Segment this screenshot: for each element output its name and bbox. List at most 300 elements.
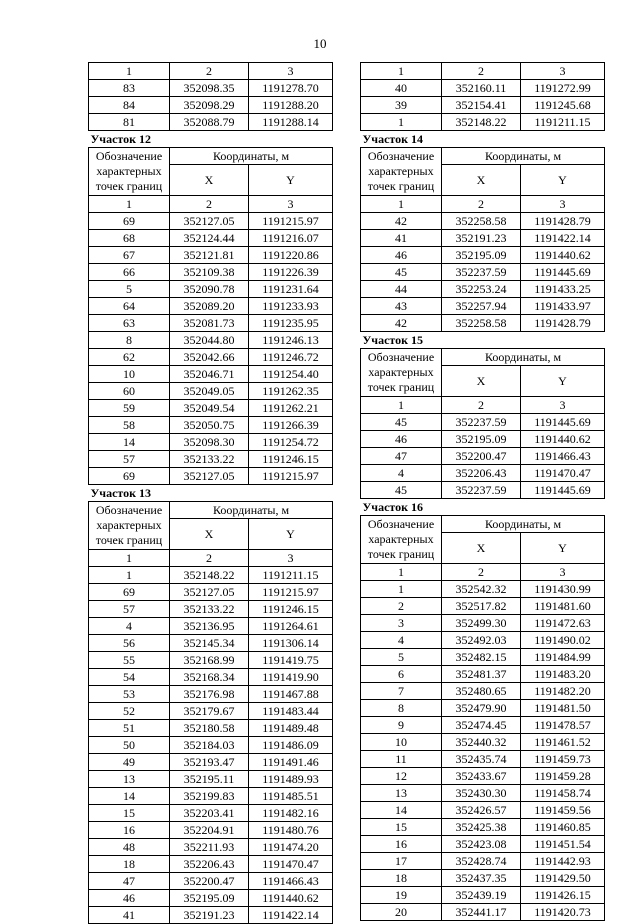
- column-number-cell: 2: [442, 63, 521, 80]
- x-coordinate-cell: 352237.59: [442, 414, 521, 431]
- y-coordinate-cell: 1191491.46: [249, 754, 333, 771]
- y-coordinate-cell: 1191429.50: [521, 870, 605, 887]
- table-row: [361, 414, 605, 431]
- point-id-cell: 69: [89, 468, 170, 485]
- column-number-row: [361, 397, 605, 414]
- y-coordinate-cell: 1191233.93: [249, 298, 333, 315]
- point-id-cell: 1: [89, 567, 170, 584]
- table-row: [361, 448, 605, 465]
- x-coordinate-cell: 352049.05: [170, 383, 249, 400]
- x-coordinate-cell: 352437.35: [442, 870, 521, 887]
- column-number-cell: 2: [170, 196, 249, 213]
- point-id-cell: 4: [361, 632, 442, 649]
- point-id-cell: 45: [361, 414, 442, 431]
- y-coordinate-cell: 1191278.70: [249, 80, 333, 97]
- column-number-cell: 3: [521, 63, 605, 80]
- y-coordinate-cell: 1191467.88: [249, 686, 333, 703]
- point-id-cell: 6: [361, 666, 442, 683]
- x-coordinate-cell: 352088.79: [170, 114, 249, 131]
- y-coordinate-cell: 1191262.35: [249, 383, 333, 400]
- x-coordinate-cell: 352042.66: [170, 349, 249, 366]
- table-row: [89, 805, 333, 822]
- y-coordinate-cell: 1191433.25: [521, 281, 605, 298]
- table-row: [361, 836, 605, 853]
- y-coordinate-cell: 1191458.74: [521, 785, 605, 802]
- point-id-cell: 47: [361, 448, 442, 465]
- point-id-cell: 1: [361, 581, 442, 598]
- point-id-cell: 46: [89, 890, 170, 907]
- x-coordinate-cell: 352433.67: [442, 768, 521, 785]
- y-coordinate-cell: 1191480.76: [249, 822, 333, 839]
- y-coordinate-cell: 1191428.79: [521, 315, 605, 332]
- y-coordinate-cell: 1191245.68: [521, 97, 605, 114]
- table-row: [89, 635, 333, 652]
- point-id-cell: 46: [361, 247, 442, 264]
- point-id-cell: 43: [361, 298, 442, 315]
- column-number-cell: 1: [361, 196, 442, 213]
- x-coordinate-cell: 352479.90: [442, 700, 521, 717]
- left-column: [88, 62, 333, 924]
- column-number-cell: 3: [521, 397, 605, 414]
- y-coordinate-cell: 1191478.57: [521, 717, 605, 734]
- x-coordinate-cell: 352195.09: [170, 890, 249, 907]
- y-coordinate-cell: 1191481.50: [521, 700, 605, 717]
- y-coordinate-cell: 1191486.09: [249, 737, 333, 754]
- y-header: Y: [521, 165, 605, 196]
- x-coordinate-cell: 352136.95: [170, 618, 249, 635]
- table-row: [89, 567, 333, 584]
- designation-header: Обозначение характерных точек границ: [361, 516, 442, 564]
- point-id-cell: 13: [89, 771, 170, 788]
- point-id-cell: 45: [361, 482, 442, 499]
- x-coordinate-cell: 352211.93: [170, 839, 249, 856]
- column-number-row: [361, 196, 605, 213]
- table-row: [89, 703, 333, 720]
- section-title-row: [89, 485, 333, 502]
- point-id-cell: 1: [361, 114, 442, 131]
- point-id-cell: 69: [89, 584, 170, 601]
- point-id-cell: 15: [361, 819, 442, 836]
- x-coordinate-cell: 352492.03: [442, 632, 521, 649]
- coordinates-header: Координаты, м: [170, 502, 333, 519]
- y-coordinate-cell: 1191211.15: [521, 114, 605, 131]
- y-header: Y: [521, 366, 605, 397]
- x-coordinate-cell: 352480.65: [442, 683, 521, 700]
- table-row: [89, 383, 333, 400]
- y-coordinate-cell: 1191474.20: [249, 839, 333, 856]
- header-row: [89, 148, 333, 165]
- x-coordinate-cell: 352176.98: [170, 686, 249, 703]
- y-coordinate-cell: 1191246.72: [249, 349, 333, 366]
- column-number-cell: 3: [249, 550, 333, 567]
- table-row: [89, 873, 333, 890]
- y-coordinate-cell: 1191485.51: [249, 788, 333, 805]
- table-row: [361, 431, 605, 448]
- y-coordinate-cell: 1191426.15: [521, 887, 605, 904]
- point-id-cell: 63: [89, 315, 170, 332]
- x-coordinate-cell: 352204.91: [170, 822, 249, 839]
- table-row: [89, 822, 333, 839]
- y-coordinate-cell: 1191419.90: [249, 669, 333, 686]
- coordinates-header: Координаты, м: [442, 148, 605, 165]
- table-row: [89, 434, 333, 451]
- table-row: [89, 366, 333, 383]
- y-coordinate-cell: 1191215.97: [249, 584, 333, 601]
- point-id-cell: 19: [361, 887, 442, 904]
- x-coordinate-cell: 352435.74: [442, 751, 521, 768]
- point-id-cell: 17: [361, 853, 442, 870]
- x-coordinate-cell: 352425.38: [442, 819, 521, 836]
- x-coordinate-cell: 352168.99: [170, 652, 249, 669]
- table-row: [361, 213, 605, 230]
- point-id-cell: 11: [361, 751, 442, 768]
- x-coordinate-cell: 352441.17: [442, 904, 521, 921]
- table-row: [361, 598, 605, 615]
- y-coordinate-cell: 1191246.15: [249, 601, 333, 618]
- y-coordinate-cell: 1191466.43: [521, 448, 605, 465]
- point-id-cell: 9: [361, 717, 442, 734]
- column-number-row: [361, 564, 605, 581]
- y-coordinate-cell: 1191420.73: [521, 904, 605, 921]
- x-coordinate-cell: 352199.83: [170, 788, 249, 805]
- x-coordinate-cell: 352089.20: [170, 298, 249, 315]
- x-header: X: [442, 366, 521, 397]
- x-coordinate-cell: 352133.22: [170, 451, 249, 468]
- column-number-cell: 1: [361, 63, 442, 80]
- x-coordinate-cell: 352474.45: [442, 717, 521, 734]
- designation-header: Обозначение характерных точек границ: [89, 148, 170, 196]
- point-id-cell: 3: [361, 615, 442, 632]
- x-coordinate-cell: 352184.03: [170, 737, 249, 754]
- table-row: [89, 417, 333, 434]
- x-coordinate-cell: 352044.80: [170, 332, 249, 349]
- point-id-cell: 41: [89, 907, 170, 924]
- point-id-cell: 60: [89, 383, 170, 400]
- table-row: [361, 114, 605, 131]
- x-coordinate-cell: 352148.22: [442, 114, 521, 131]
- left-table: [88, 62, 333, 924]
- x-coordinate-cell: 352127.05: [170, 213, 249, 230]
- table-row: [361, 870, 605, 887]
- table-row: [361, 97, 605, 114]
- section-title: Участок 16: [362, 499, 424, 514]
- y-coordinate-cell: 1191428.79: [521, 213, 605, 230]
- table-row: [361, 264, 605, 281]
- y-coordinate-cell: 1191440.62: [521, 247, 605, 264]
- y-coordinate-cell: 1191472.63: [521, 615, 605, 632]
- x-coordinate-cell: 352517.82: [442, 598, 521, 615]
- column-number-cell: 3: [521, 196, 605, 213]
- section-title-row: [361, 499, 605, 516]
- x-coordinate-cell: 352195.11: [170, 771, 249, 788]
- table-row: [361, 315, 605, 332]
- point-id-cell: 62: [89, 349, 170, 366]
- table-row: [89, 737, 333, 754]
- point-id-cell: 48: [89, 839, 170, 856]
- x-coordinate-cell: 352428.74: [442, 853, 521, 870]
- table-row: [89, 97, 333, 114]
- section-title: Участок 15: [362, 332, 424, 347]
- point-id-cell: 53: [89, 686, 170, 703]
- point-id-cell: 52: [89, 703, 170, 720]
- point-id-cell: 69: [89, 213, 170, 230]
- point-id-cell: 66: [89, 264, 170, 281]
- point-id-cell: 15: [89, 805, 170, 822]
- y-coordinate-cell: 1191440.62: [249, 890, 333, 907]
- y-coordinate-cell: 1191442.93: [521, 853, 605, 870]
- point-id-cell: 68: [89, 230, 170, 247]
- column-number-cell: 2: [442, 196, 521, 213]
- point-id-cell: 59: [89, 400, 170, 417]
- column-number-cell: 1: [361, 564, 442, 581]
- table-row: [89, 839, 333, 856]
- table-row: [89, 686, 333, 703]
- x-coordinate-cell: 352206.43: [442, 465, 521, 482]
- column-number-cell: 1: [89, 196, 170, 213]
- y-coordinate-cell: 1191481.60: [521, 598, 605, 615]
- table-row: [89, 601, 333, 618]
- x-header: X: [442, 165, 521, 196]
- point-id-cell: 20: [361, 904, 442, 921]
- point-id-cell: 5: [89, 281, 170, 298]
- y-coordinate-cell: 1191215.97: [249, 468, 333, 485]
- column-number-row: [89, 196, 333, 213]
- table-row: [89, 247, 333, 264]
- point-id-cell: 40: [361, 80, 442, 97]
- point-id-cell: 7: [361, 683, 442, 700]
- point-id-cell: 10: [361, 734, 442, 751]
- coordinates-header: Координаты, м: [170, 148, 333, 165]
- designation-header: Обозначение характерных точек границ: [89, 502, 170, 550]
- y-coordinate-cell: 1191451.54: [521, 836, 605, 853]
- x-coordinate-cell: 352180.58: [170, 720, 249, 737]
- y-coordinate-cell: 1191482.16: [249, 805, 333, 822]
- x-coordinate-cell: 352206.43: [170, 856, 249, 873]
- point-id-cell: 49: [89, 754, 170, 771]
- table-row: [89, 618, 333, 635]
- table-row: [361, 819, 605, 836]
- table-row: [361, 666, 605, 683]
- header-row: [89, 502, 333, 519]
- column-number-cell: 1: [361, 397, 442, 414]
- table-row: [361, 80, 605, 97]
- x-coordinate-cell: 352098.35: [170, 80, 249, 97]
- table-row: [89, 468, 333, 485]
- point-id-cell: 13: [361, 785, 442, 802]
- y-coordinate-cell: 1191264.61: [249, 618, 333, 635]
- table-row: [89, 298, 333, 315]
- page-number: 10: [313, 36, 327, 51]
- table-row: [89, 856, 333, 873]
- point-id-cell: 81: [89, 114, 170, 131]
- x-coordinate-cell: 352482.15: [442, 649, 521, 666]
- x-coordinate-cell: 352258.58: [442, 315, 521, 332]
- x-coordinate-cell: 352127.05: [170, 468, 249, 485]
- x-coordinate-cell: 352237.59: [442, 264, 521, 281]
- y-coordinate-cell: 1191460.85: [521, 819, 605, 836]
- x-coordinate-cell: 352124.44: [170, 230, 249, 247]
- table-row: [361, 734, 605, 751]
- y-coordinate-cell: 1191440.62: [521, 431, 605, 448]
- y-coordinate-cell: 1191266.39: [249, 417, 333, 434]
- y-coordinate-cell: 1191470.47: [521, 465, 605, 482]
- y-coordinate-cell: 1191490.02: [521, 632, 605, 649]
- y-coordinate-cell: 1191433.97: [521, 298, 605, 315]
- x-coordinate-cell: 352127.05: [170, 584, 249, 601]
- x-coordinate-cell: 352133.22: [170, 601, 249, 618]
- y-coordinate-cell: 1191231.64: [249, 281, 333, 298]
- x-coordinate-cell: 352121.81: [170, 247, 249, 264]
- x-coordinate-cell: 352237.59: [442, 482, 521, 499]
- y-coordinate-cell: 1191489.93: [249, 771, 333, 788]
- x-coordinate-cell: 352195.09: [442, 247, 521, 264]
- point-id-cell: 14: [361, 802, 442, 819]
- y-coordinate-cell: 1191445.69: [521, 414, 605, 431]
- column-number-cell: 3: [249, 63, 333, 80]
- y-coordinate-cell: 1191422.14: [521, 230, 605, 247]
- table-row: [89, 652, 333, 669]
- y-coordinate-cell: 1191288.20: [249, 97, 333, 114]
- point-id-cell: 18: [361, 870, 442, 887]
- x-header: X: [170, 519, 249, 550]
- table-row: [361, 482, 605, 499]
- table-row: [361, 281, 605, 298]
- point-id-cell: 67: [89, 247, 170, 264]
- table-row: [361, 768, 605, 785]
- table-row: [89, 720, 333, 737]
- y-coordinate-cell: 1191246.15: [249, 451, 333, 468]
- y-coordinate-cell: 1191306.14: [249, 635, 333, 652]
- y-coordinate-cell: 1191445.69: [521, 482, 605, 499]
- x-coordinate-cell: 352195.09: [442, 431, 521, 448]
- point-id-cell: 54: [89, 669, 170, 686]
- column-number-cell: 1: [89, 63, 170, 80]
- table-row: [361, 802, 605, 819]
- y-coordinate-cell: 1191461.52: [521, 734, 605, 751]
- x-coordinate-cell: 352145.34: [170, 635, 249, 652]
- y-coordinate-cell: 1191220.86: [249, 247, 333, 264]
- table-row: [89, 669, 333, 686]
- table-row: [89, 213, 333, 230]
- x-coordinate-cell: 352203.41: [170, 805, 249, 822]
- point-id-cell: 47: [89, 873, 170, 890]
- column-number-cell: 3: [249, 196, 333, 213]
- table-row: [361, 230, 605, 247]
- y-header: Y: [521, 533, 605, 564]
- point-id-cell: 57: [89, 451, 170, 468]
- section-title-row: [89, 131, 333, 148]
- y-coordinate-cell: 1191422.14: [249, 907, 333, 924]
- table-row: [361, 649, 605, 666]
- x-coordinate-cell: 352426.57: [442, 802, 521, 819]
- x-coordinate-cell: 352049.54: [170, 400, 249, 417]
- point-id-cell: 10: [89, 366, 170, 383]
- table-row: [361, 632, 605, 649]
- point-id-cell: 50: [89, 737, 170, 754]
- y-coordinate-cell: 1191483.20: [521, 666, 605, 683]
- table-row: [89, 400, 333, 417]
- y-coordinate-cell: 1191215.97: [249, 213, 333, 230]
- point-id-cell: 64: [89, 298, 170, 315]
- y-coordinate-cell: 1191211.15: [249, 567, 333, 584]
- point-id-cell: 45: [361, 264, 442, 281]
- x-coordinate-cell: 352090.78: [170, 281, 249, 298]
- x-coordinate-cell: 352200.47: [442, 448, 521, 465]
- column-number-cell: 2: [442, 564, 521, 581]
- x-coordinate-cell: 352191.23: [442, 230, 521, 247]
- x-coordinate-cell: 352439.19: [442, 887, 521, 904]
- table-row: [89, 332, 333, 349]
- y-coordinate-cell: 1191459.28: [521, 768, 605, 785]
- right-column: [360, 62, 605, 921]
- point-id-cell: 18: [89, 856, 170, 873]
- point-id-cell: 58: [89, 417, 170, 434]
- section-title: Участок 14: [362, 131, 424, 146]
- point-id-cell: 39: [361, 97, 442, 114]
- table-row: [89, 349, 333, 366]
- y-coordinate-cell: 1191254.72: [249, 434, 333, 451]
- x-coordinate-cell: 352430.30: [442, 785, 521, 802]
- x-header: X: [442, 533, 521, 564]
- table-row: [89, 281, 333, 298]
- point-id-cell: 83: [89, 80, 170, 97]
- point-id-cell: 2: [361, 598, 442, 615]
- table-row: [89, 264, 333, 281]
- header-row: [361, 516, 605, 533]
- x-coordinate-cell: 352050.75: [170, 417, 249, 434]
- y-coordinate-cell: 1191445.69: [521, 264, 605, 281]
- point-id-cell: 57: [89, 601, 170, 618]
- section-title: Участок 13: [90, 485, 152, 500]
- x-coordinate-cell: 352499.30: [442, 615, 521, 632]
- x-coordinate-cell: 352081.73: [170, 315, 249, 332]
- table-row: [361, 717, 605, 734]
- table-row: [361, 751, 605, 768]
- x-coordinate-cell: 352200.47: [170, 873, 249, 890]
- point-id-cell: 4: [89, 618, 170, 635]
- point-id-cell: 14: [89, 434, 170, 451]
- y-coordinate-cell: 1191466.43: [249, 873, 333, 890]
- point-id-cell: 42: [361, 315, 442, 332]
- section-title: Участок 12: [90, 131, 152, 146]
- table-row: [89, 788, 333, 805]
- x-coordinate-cell: 352046.71: [170, 366, 249, 383]
- point-id-cell: 14: [89, 788, 170, 805]
- point-id-cell: 56: [89, 635, 170, 652]
- y-coordinate-cell: 1191459.73: [521, 751, 605, 768]
- x-coordinate-cell: 352253.24: [442, 281, 521, 298]
- table-row: [361, 465, 605, 482]
- y-coordinate-cell: 1191459.56: [521, 802, 605, 819]
- table-row: [89, 451, 333, 468]
- coordinates-header: Координаты, м: [442, 516, 605, 533]
- point-id-cell: 46: [361, 431, 442, 448]
- table-row: [89, 584, 333, 601]
- y-coordinate-cell: 1191272.99: [521, 80, 605, 97]
- y-coordinate-cell: 1191489.48: [249, 720, 333, 737]
- table-row: [361, 700, 605, 717]
- point-id-cell: 51: [89, 720, 170, 737]
- y-coordinate-cell: 1191254.40: [249, 366, 333, 383]
- x-coordinate-cell: 352193.47: [170, 754, 249, 771]
- x-coordinate-cell: 352481.37: [442, 666, 521, 683]
- point-id-cell: 16: [361, 836, 442, 853]
- x-coordinate-cell: 352098.30: [170, 434, 249, 451]
- y-coordinate-cell: 1191483.44: [249, 703, 333, 720]
- point-id-cell: 16: [89, 822, 170, 839]
- section-title-row: [361, 332, 605, 349]
- table-row: [89, 230, 333, 247]
